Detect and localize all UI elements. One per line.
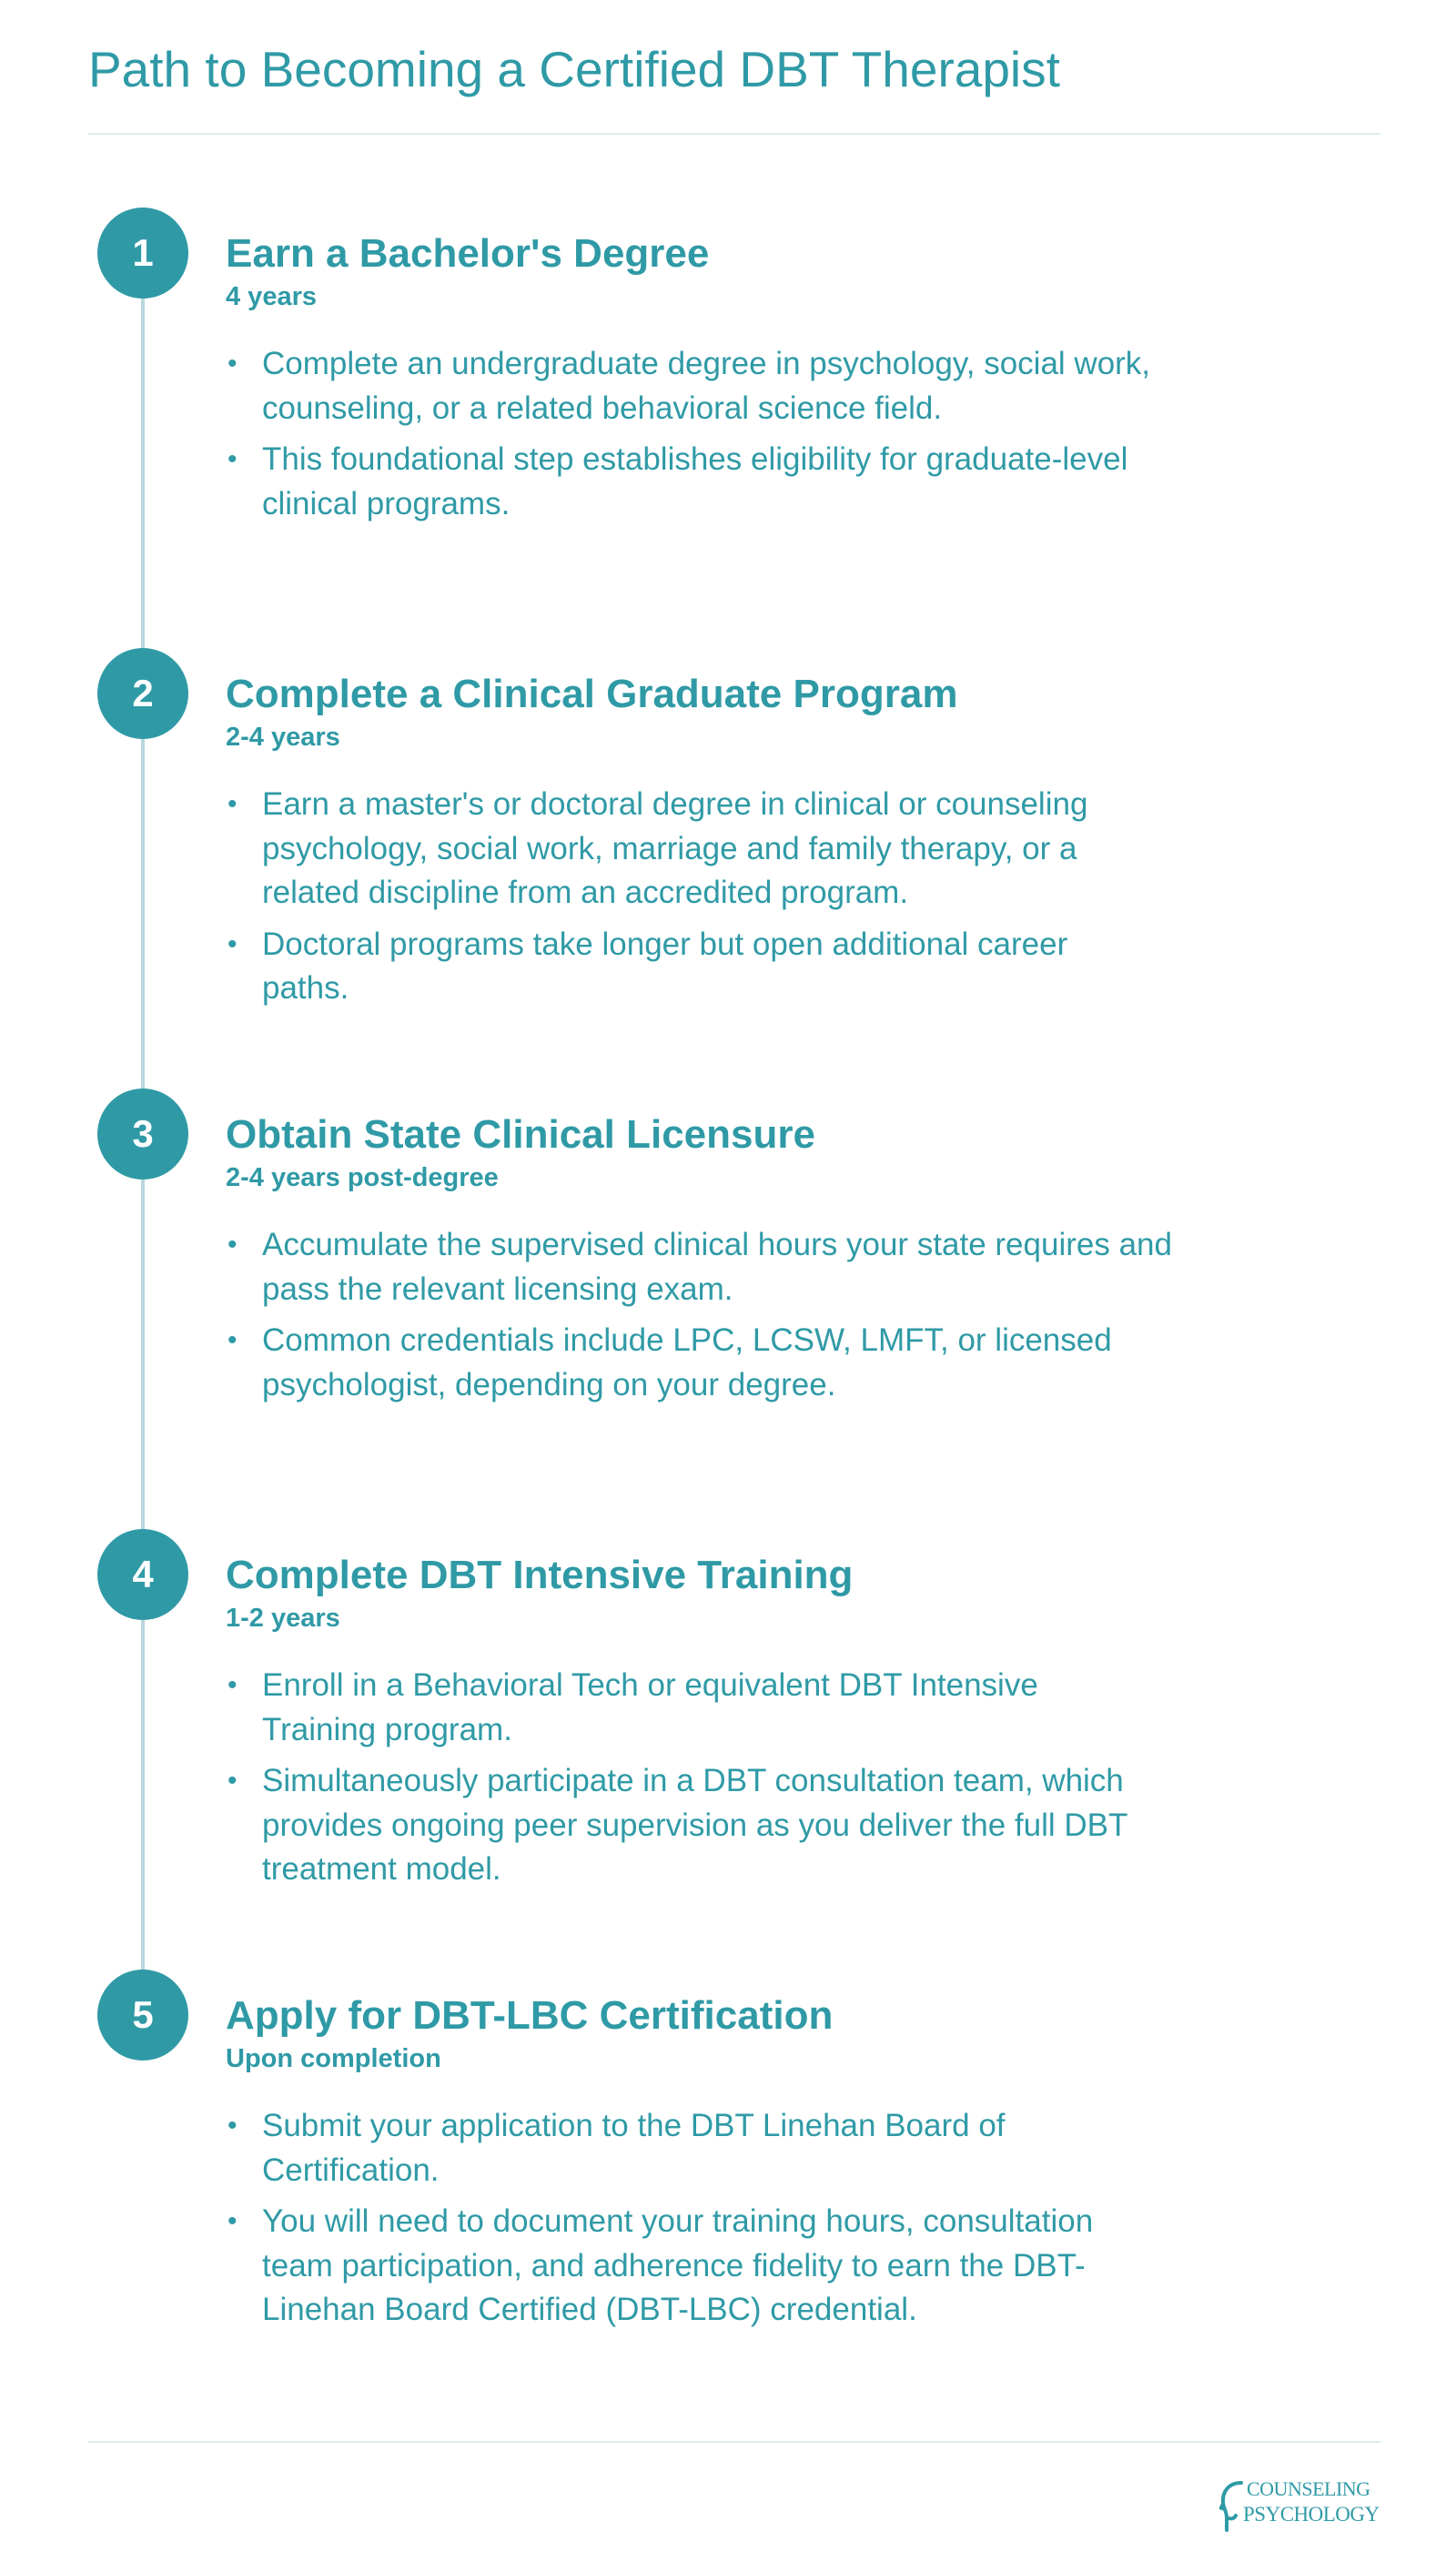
step-number-badge: 4 [97, 1529, 188, 1620]
bullet-dot-icon: • [228, 349, 238, 379]
bullet-dot-icon: • [228, 444, 238, 474]
step-title: Apply for DBT-LBC Certification [226, 1993, 834, 2038]
step-bullet [226, 2200, 1117, 2333]
step-bullet-text: Accumulate the supervised clinical hours your state requires and pass the relevant licensing exam. [262, 1227, 1172, 1307]
header-divider [88, 133, 1380, 135]
bullet-dot-icon: • [228, 1325, 238, 1355]
step-bullet-text: Earn a master's or doctoral degree in clinical or counseling psychology, social work, marriage and family therapy, or a related discipline from an accredited program. [262, 786, 1088, 910]
step-bullet-list [226, 342, 1163, 533]
page-title: Path to Becoming a Certified DBT Therapist [88, 41, 1060, 97]
counseling-psychology-logo [1219, 2474, 1383, 2534]
step-2 [0, 648, 1456, 1058]
logo-text-top: COUNSELING [1247, 2477, 1370, 2500]
step-duration: 2-4 years post-degree [226, 1163, 499, 1192]
step-bullet [226, 438, 1163, 526]
step-bullet-text: Simultaneously participate in a DBT consultation team, which provides ongoing peer supervision as you deliver the full DBT treatment model. [262, 1763, 1127, 1887]
bullet-dot-icon: • [228, 2206, 238, 2236]
step-bullet-list [226, 2104, 1117, 2340]
step-duration: 1-2 years [226, 1604, 340, 1633]
logo-text-bottom: PSYCHOLOGY [1243, 2503, 1380, 2526]
step-number-badge: 5 [97, 1970, 188, 2061]
step-bullet [226, 1223, 1218, 1311]
step-duration: 2-4 years [226, 723, 340, 752]
step-bullet-list [226, 1664, 1136, 1899]
step-title: Obtain State Clinical Licensure [226, 1112, 815, 1157]
bullet-dot-icon: • [228, 1670, 238, 1700]
step-bullet [226, 1759, 1136, 1892]
step-4 [0, 1529, 1456, 1939]
step-bullet-text: Doctoral programs take longer but open additional career paths. [262, 926, 1068, 1006]
bullet-dot-icon: • [228, 789, 238, 819]
step-3 [0, 1089, 1456, 1498]
step-bullet-text: Submit your application to the DBT Linehan Board of Certification. [262, 2108, 1006, 2188]
bullet-dot-icon: • [228, 1230, 238, 1260]
step-bullet-text: Complete an undergraduate degree in psychology, social work, counseling, or a related behavioral science field. [262, 346, 1151, 426]
step-bullet [226, 2104, 1117, 2192]
step-duration: 4 years [226, 282, 317, 311]
step-1 [0, 208, 1456, 617]
step-bullet [226, 923, 1145, 1011]
step-bullet-list [226, 783, 1145, 1018]
step-number-badge: 1 [97, 208, 188, 299]
step-number-badge: 3 [97, 1089, 188, 1180]
step-title: Complete DBT Intensive Training [226, 1553, 854, 1597]
step-bullet-text: Enroll in a Behavioral Tech or equivalent DBT Intensive Training program. [262, 1667, 1038, 1747]
step-bullet [226, 1319, 1218, 1407]
footer-divider [88, 2441, 1380, 2443]
step-title: Earn a Bachelor's Degree [226, 231, 710, 276]
bullet-dot-icon: • [228, 1766, 238, 1796]
step-duration: Upon completion [226, 2044, 441, 2073]
step-number-badge: 2 [97, 648, 188, 739]
bullet-dot-icon: • [228, 928, 238, 959]
step-bullet-list [226, 1223, 1218, 1414]
step-bullet [226, 783, 1145, 916]
step-bullet-text: Common credentials include LPC, LCSW, LMFT, or licensed psychologist, depending on your degree. [262, 1322, 1112, 1402]
step-title: Complete a Clinical Graduate Program [226, 672, 958, 716]
step-5 [0, 1970, 1456, 2379]
step-bullet-text: You will need to document your training hours, consultation team participation, and adherence fidelity to earn the DBT-Linehan Board Certified (DBT-LBC) credential. [262, 2203, 1094, 2327]
step-bullet-text: This foundational step establishes eligibility for graduate-level clinical programs. [262, 441, 1128, 521]
step-bullet [226, 1664, 1136, 1752]
bullet-dot-icon: • [228, 2111, 238, 2141]
step-bullet [226, 342, 1163, 430]
